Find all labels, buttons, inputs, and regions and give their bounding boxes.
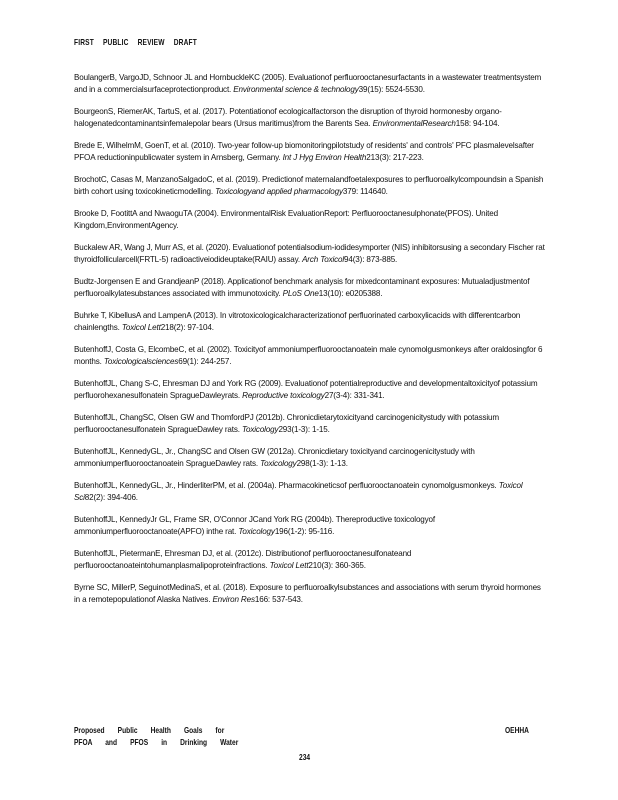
reference-text: Byrne SC, MillerP, SeguinotMedinaS, et al. (2018). Exposure to perfluoroalkylsubstances and associations with serum thyroid hormones in a remotepopulationof Alaska Natives. (74, 583, 541, 604)
reference-entry (74, 446, 548, 470)
reference-journal: Toxicol Sci (74, 481, 523, 502)
reference-citation: 379: 114640. (342, 186, 388, 196)
reference-entry (74, 208, 548, 232)
reference-entry (74, 514, 548, 538)
reference-text: ButenhoffJL, KennedyJr GL, Frame SR, O'Connor JCand York RG (2004b). Thereproductive toxicologyof ammoniumperfluorooctanoate(APFO) inthe rat. (74, 515, 436, 536)
reference-entry (74, 378, 548, 402)
reference-text: ButenhoffJL, Chang S-C, Ehresman DJ and York RG (2009). Evaluationof potentialreproductive and developmentaltoxicityof potassium perfluorohexanesulfonatein SpragueDawleyrats. (74, 379, 538, 400)
reference-text: Brooke D, FootittA and NwaoguTA (2004). EnvironmentalRisk EvaluationReport: Perfluorooctanesulphonate(PFOS). United Kingdom,EnvironmentAgency. (74, 209, 498, 230)
reference-citation: 298(1-3): 1-13. (296, 458, 348, 468)
reference-text: ButenhoffJL, KennedyGL, Jr., ChangSC and Olsen GW (2012a). Chronicdietary toxicityand carcinogenicitystudy with ammoniumperfluorooctanoatein SpragueDawley rats. (74, 447, 475, 468)
reference-journal: Toxicology (241, 424, 279, 434)
footer-title-line-1: Proposed Public Health Goals for (74, 725, 225, 735)
reference-citation: 158: 94-104. (455, 118, 500, 128)
reference-journal: Environmental science & technology (233, 84, 359, 94)
reference-citation: 210(3): 360-365. (308, 560, 366, 570)
reference-citation: 27(3-4): 331-341. (324, 390, 385, 400)
reference-entry (74, 276, 548, 300)
reference-entry (74, 310, 548, 334)
reference-citation: 13(10): e0205388. (318, 288, 383, 298)
reference-journal: Toxicol Lett (121, 322, 161, 332)
reference-entry (74, 344, 548, 368)
reference-journal: Toxicologyand applied pharmacology (215, 186, 343, 196)
reference-entry (74, 582, 548, 606)
reference-entry (74, 412, 548, 436)
reference-text: ButenhoffJ, Costa G, ElcombeC, et al. (2002). Toxicityof ammoniumperfluorooctanoatein male cynomolgusmonkeys after oraldosingfor 6 months. (74, 345, 543, 366)
reference-journal: Toxicology (238, 526, 275, 536)
reference-journal: Toxicologicalsciences (103, 356, 179, 366)
reference-text: Buhrke T, KibellusA and LampenA (2013). In vitrotoxicologicalcharacterizationof perfluorinated carboxylicacids with differentcarbon chainlengths. (74, 311, 521, 332)
reference-text: ButenhoffJL, PietermanE, Ehresman DJ, et al. (2012c). Distributionof perfluorooctanesulfonateand perfluorooctanoateintohumanplasmalipoproteinfractions. (74, 549, 412, 570)
reference-text: BourgeonS, RiemerAK, TartuS, et al. (2017). Potentiationof ecologicalfactorson the disruption of thyroid hormonesby organo-halogenatedcontaminantsinfemalepolar bears (Ursus maritimus)from the Barents Sea. (74, 107, 502, 128)
reference-journal: PLoS One (282, 288, 319, 298)
reference-text: ButenhoffJL, KennedyGL, Jr., HinderliterPM, et al. (2004a). Pharmacokineticsof perfluorooctanoatein cynomolgusmonkeys. (74, 481, 499, 490)
reference-entry (74, 548, 548, 572)
reference-journal: Int J Hyg Environ Health (282, 152, 367, 162)
reference-journal: Toxicol Lett (269, 560, 309, 570)
reference-entry (74, 106, 548, 130)
reference-citation: 213(3): 217-223. (366, 152, 424, 162)
reference-citation: 218(2): 97-104. (160, 322, 214, 332)
reference-text: ButenhoffJL, ChangSC, Olsen GW and ThomfordPJ (2012b). Chronicdietarytoxicityand carcinogenicitystudy with potassium perfluorooctanesulfonatein SpragueDawley rats. (74, 413, 499, 434)
document-title-footer (74, 725, 238, 748)
reference-journal: Arch Toxicol (302, 254, 345, 264)
reference-text: Buckalew AR, Wang J, Murr AS, et al. (2020). Evaluationof potentialsodium-iodidesymporter (NIS) inhibitorsusing a secondary Fischer rat thyroidfollicularcell(FRTL-5) radioactiveiodideuptake(RAIU) assay. (74, 243, 545, 264)
page-number: 234 (299, 752, 311, 762)
reference-text: BoulangerB, VargoJD, Schnoor JL and HornbuckleKC (2005). Evaluationof perfluorooctanesurfactants in a wastewater treatmentsystem and in a commercialsurfaceprotectionproduct. (74, 73, 542, 94)
reference-journal: Toxicology (260, 458, 297, 468)
reference-entry (74, 72, 548, 96)
reference-journal: EnvironmentalResearch (372, 118, 456, 128)
draft-header: FIRST PUBLIC REVIEW DRAFT (74, 37, 197, 47)
reference-text: BrochotC, Casas M, ManzanoSalgadoC, et al. (2019). Predictionof maternalandfoetalexposures to perfluoroalkylcompoundsin a Spanish birth cohort using toxicokineticmodelling. (74, 175, 544, 196)
reference-text: Budtz-Jorgensen E and GrandjeanP (2018). Applicationof benchmark analysis for mixedcontaminant exposures: Mutualadjustmentof perfluoroalkylatesubstances associated with immunotoxicity. (74, 277, 530, 298)
reference-entry (74, 480, 548, 504)
footer-title-line-2: PFOA and PFOS in Drinking Water (74, 736, 239, 747)
reference-journal: Reproductive toxicology (242, 390, 325, 400)
reference-entry (74, 140, 548, 164)
reference-citation: 39(15): 5524-5530. (358, 84, 425, 94)
footer-agency: OEHHA (505, 725, 529, 735)
reference-citation: 196(1-2): 95-116. (274, 526, 335, 536)
reference-entry (74, 174, 548, 198)
reference-citation: 69(1): 244-257. (178, 356, 232, 366)
reference-citation: 82(2): 394-406. (84, 492, 138, 502)
reference-citation: 166: 537-543. (254, 594, 303, 604)
reference-list (74, 72, 548, 606)
reference-entry (74, 242, 548, 266)
reference-text: Brede E, WilhelmM, GoenT, et al. (2010). Two-year follow-up biomonitoringpilotstudy of residents' and controls' PFC plasmalevelsafter PFOA reductioninpublicwater system in Arnsberg, Germany. (74, 141, 534, 162)
reference-citation: 94(3): 873-885. (344, 254, 398, 264)
reference-citation: 293(1-3): 1-15. (278, 424, 330, 434)
reference-journal: Environ Res (212, 594, 255, 604)
